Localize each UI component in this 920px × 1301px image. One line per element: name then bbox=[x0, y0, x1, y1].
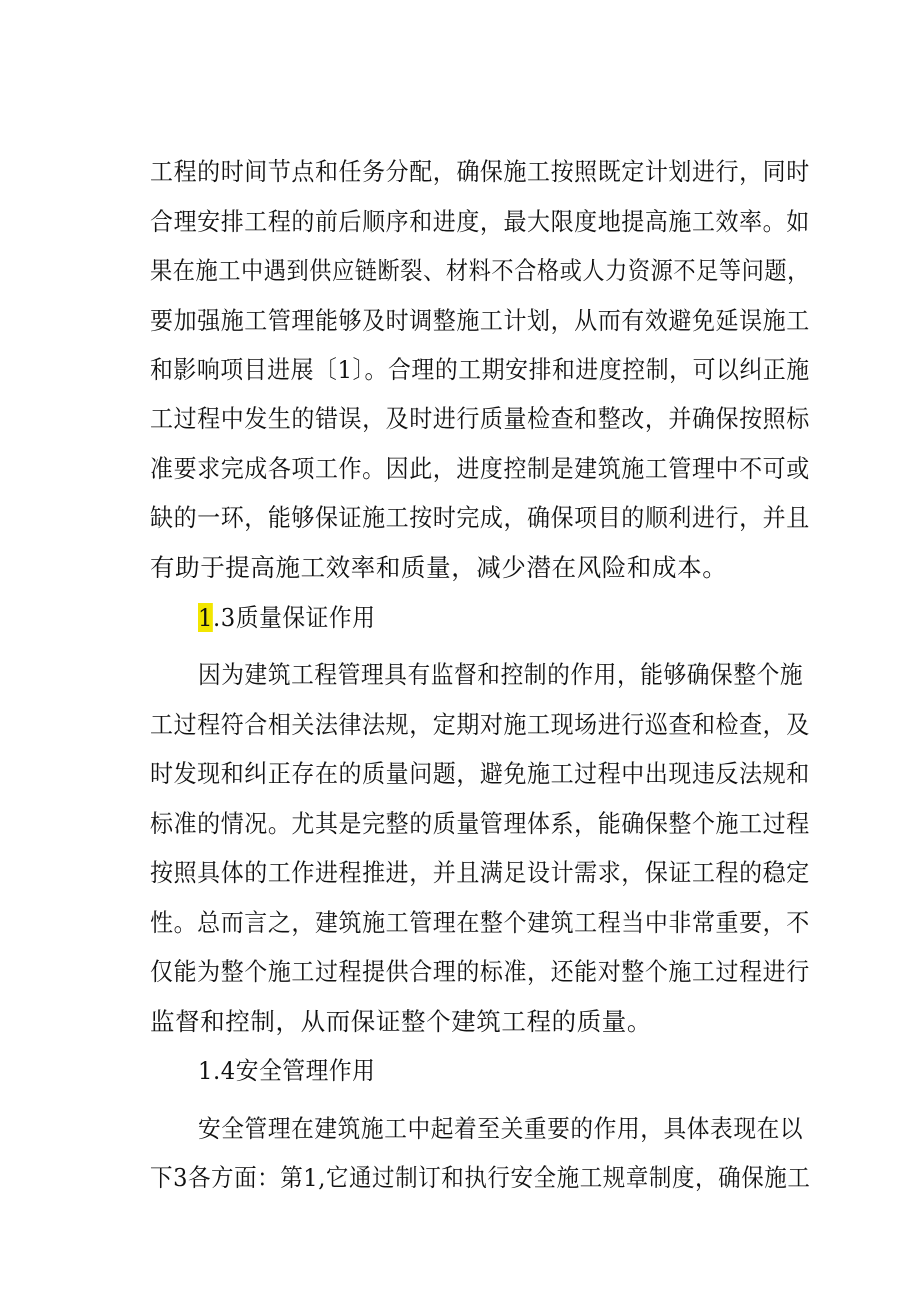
paragraph-line: 按照具体的工作进程推进，并且满足设计需求，保证工程的稳定 bbox=[150, 858, 810, 887]
paragraph-line: 时发现和纠正存在的质量问题，避免施工过程中出现违反法规和 bbox=[150, 759, 810, 788]
section-number-rest: .3 bbox=[213, 603, 236, 632]
section-heading-1-3 bbox=[198, 603, 810, 632]
paragraph-line: 仅能为整个施工过程提供合理的标准，还能对整个施工过程进行 bbox=[150, 957, 810, 986]
paragraph-line: 和影响项目进展〔1〕。合理的工期安排和进度控制，可以纠正施 bbox=[150, 355, 810, 384]
paragraph-line: 要加强施工管理能够及时调整施工计划，从而有效避免延误施工 bbox=[150, 306, 810, 335]
paragraph-line: 合理安排工程的前后顺序和进度，最大限度地提高施工效率。如 bbox=[150, 207, 810, 236]
paragraph-line: 监督和控制，从而保证整个建筑工程的质量。 bbox=[150, 1007, 652, 1036]
paragraph-line: 工过程符合相关法律法规，定期对施工现场进行巡查和检查，及 bbox=[150, 710, 810, 739]
paragraph-line: 有助于提高施工效率和质量，减少潜在风险和成本。 bbox=[150, 553, 728, 582]
paragraph-line: 工程的时间节点和任务分配，确保施工按照既定计划进行，同时 bbox=[150, 157, 810, 186]
paragraph-line: 标准的情况。尤其是完整的质量管理体系，能确保整个施工过程 bbox=[150, 809, 810, 838]
paragraph-line: 因为建筑工程管理具有监督和控制的作用，能够确保整个施 bbox=[198, 660, 804, 689]
paragraph-line: 下3各方面：第1,它通过制订和执行安全施工规章制度，确保施工 bbox=[150, 1163, 811, 1192]
paragraph-line: 果在施工中遇到供应链断裂、材料不合格或人力资源不足等问题， bbox=[150, 256, 810, 285]
highlighted-section-number: 1 bbox=[198, 603, 214, 632]
paragraph-line: 缺的一环，能够保证施工按时完成，确保项目的顺利进行，并且 bbox=[150, 503, 810, 532]
paragraph-line: 准要求完成各项工作。因此，进度控制是建筑施工管理中不可或 bbox=[150, 454, 810, 483]
paragraph-line: 工过程中发生的错误，及时进行质量检查和整改，并确保按照标 bbox=[150, 404, 810, 433]
section-title: 质量保证作用 bbox=[235, 603, 376, 632]
section-heading-1-4: 1.4安全管理作用 bbox=[198, 1056, 376, 1085]
paragraph-line: 性。总而言之，建筑施工管理在整个建筑工程当中非常重要，不 bbox=[150, 908, 810, 937]
paragraph-line: 安全管理在建筑施工中起着至关重要的作用，具体表现在以 bbox=[198, 1114, 804, 1143]
